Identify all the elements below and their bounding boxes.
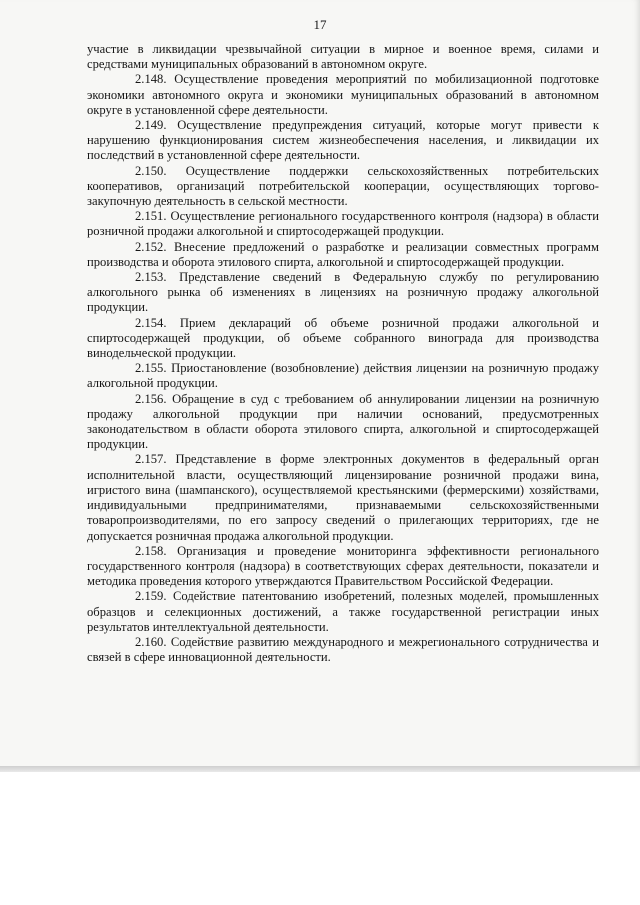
paragraph-2-160: 2.160. Содействие развитию международного и межрегионального сотрудничества и связей в сфере инновационной деятельности. — [87, 634, 599, 665]
paragraph-2-151: 2.151. Осуществление регионального государственного контроля (надзора) в области розничной продажи алкогольной и спиртосодержащей продукции. — [87, 209, 599, 239]
paragraph-2-154: 2.154. Прием деклараций об объеме розничной продажи алкогольной и спиртосодержащей продукции, об объеме собранного винограда для производства винодельческой продукции. — [87, 315, 599, 361]
paragraph-2-159: 2.159. Содействие патентованию изобретений, полезных моделей, промышленных образцов и селекционных достижений, а также государственной регистрации иных результатов интеллектуальной деятельности. — [87, 589, 599, 634]
scan-edge — [0, 766, 640, 772]
paragraph-2-152: 2.152. Внесение предложений о разработке и реализации совместных программ производства и оборота этилового спирта, алкогольной и спиртосодержащей продукции. — [87, 239, 599, 269]
paragraph-2-148: 2.148. Осуществление проведения мероприятий по мобилизационной подготовке экономики автономного округа и экономики муниципальных образований в автономном округе в установленной сфере деятельности. — [87, 72, 599, 117]
paragraph-2-158: 2.158. Организация и проведение мониторинга эффективности регионального государственного контроля (надзора) в соответствующих сферах деятельности, показатели и методика проведения которого утверждаются Правительством Российской Федерации. — [87, 543, 599, 589]
document-body — [87, 42, 599, 665]
paragraph-2-156: 2.156. Обращение в суд с требованием об аннулировании лицензии на розничную продажу алкогольной продукции при наличии оснований, предусмотренных законодательством в области оборота этилового спирта, алкогольной и спиртосодержащей продукции. — [87, 391, 599, 452]
paragraph-2-150: 2.150. Осуществление поддержки сельскохозяйственных потребительских кооперативов, организаций потребительской кооперации, осуществляющих торгово-закупочную деятельность в сельской местности. — [87, 163, 599, 209]
page-number: 17 — [313, 17, 327, 32]
paragraph-continuation: участие в ликвидации чрезвычайной ситуации в мирное и военное время, силами и средствами муниципальных образований в автономном округе. — [87, 42, 599, 72]
paragraph-2-155: 2.155. Приостановление (возобновление) действия лицензии на розничную продажу алкогольной продукции. — [87, 361, 599, 391]
paragraph-2-153: 2.153. Представление сведений в Федеральную службу по регулированию алкогольного рынка об изменениях в лицензиях на розничную продажу алкогольной продукции. — [87, 270, 599, 315]
paragraph-2-157: 2.157. Представление в форме электронных документов в федеральный орган исполнительной власти, осуществляющий лицензирование розничной продажи вина, игристого вина (шампанского), осуществляемой крестьянскими (фермерскими) хозяйствами, индивидуальными предпринимателями, признаваемыми сельскохозяйственными товаропроизводителями, по его запросу сведений о прилегающих территориях, где не допускается розничная продажа алкогольной продукции. — [87, 452, 599, 543]
paragraph-2-149: 2.149. Осуществление предупреждения ситуаций, которые могут привести к нарушению функционирования систем жизнеобеспечения населения, и ликвидации их последствий в установленной сфере деятельности. — [87, 118, 599, 163]
